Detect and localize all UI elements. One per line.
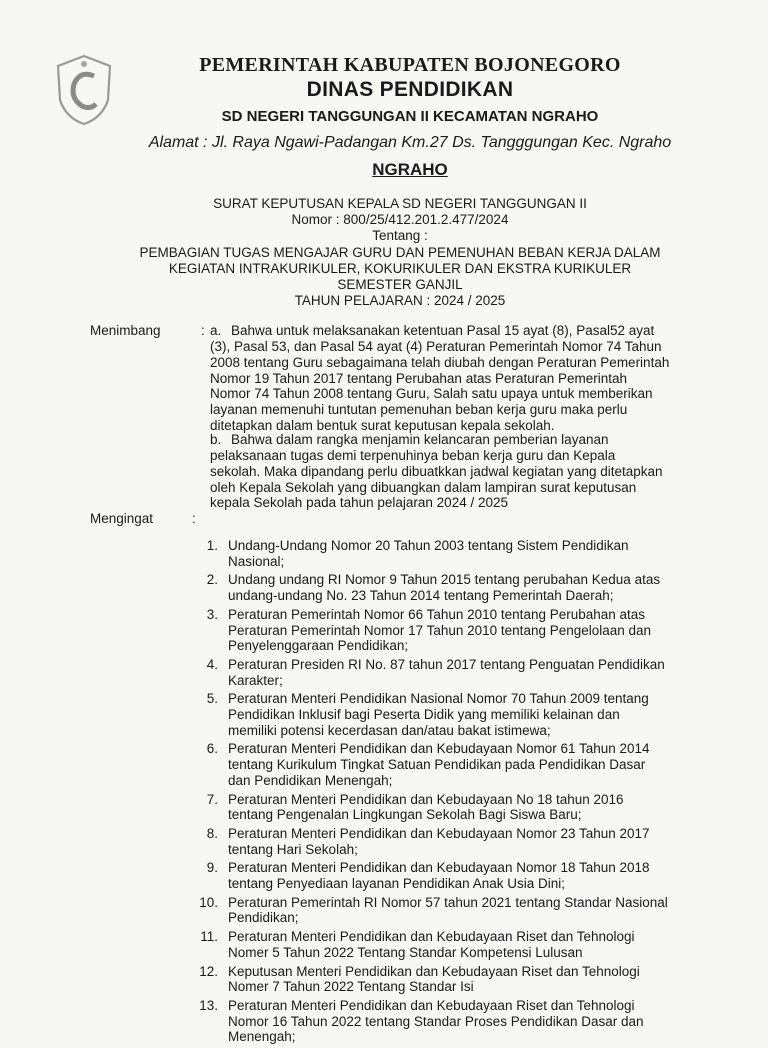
paragraph-line: Nomor 19 Tahun 2017 tentang Perubahan atas Peraturan Pemerintah xyxy=(210,370,628,386)
item-number: 10. xyxy=(199,894,218,910)
item-text xyxy=(228,998,701,1045)
item-line: tentang Hari Sekolah; xyxy=(228,841,358,857)
item-number: 7. xyxy=(206,791,218,807)
decree-title-block xyxy=(100,196,700,309)
legal-basis-item xyxy=(196,572,701,603)
decree-semester: SEMESTER GANJIL xyxy=(337,277,463,293)
item-text xyxy=(228,741,701,788)
item-line: tentang Penyediaan layanan Pendidikan Anak Usia Dini; xyxy=(228,876,565,892)
item-line: Nasional; xyxy=(228,553,285,569)
legal-basis-item xyxy=(196,929,701,960)
item-line: Peraturan Presiden RI No. 87 tahun 2017 tentang Penguatan Pendidikan xyxy=(228,656,665,672)
menimbang-colon: : xyxy=(201,323,205,338)
decree-title: SURAT KEPUTUSAN KEPALA SD NEGERI TANGGUNGAN II xyxy=(213,196,587,211)
item-text xyxy=(228,607,701,654)
item-line: Peraturan Pemerintah Nomor 17 Tahun 2010 tentang Pengelolaan dan xyxy=(228,622,652,638)
item-text xyxy=(228,929,701,960)
item-line: Peraturan Menteri Pendidikan Nasional Nomor 70 Tahun 2009 tentang xyxy=(228,691,649,707)
item-text xyxy=(228,860,701,891)
item-line: Peraturan Pemerintah RI Nomor 57 tahun 2021 tentang Standar Nasional xyxy=(228,894,668,910)
department-heading: DINAS PENDIDIKAN xyxy=(306,78,514,101)
legal-basis-item xyxy=(196,964,701,995)
legal-basis-item xyxy=(196,741,701,788)
school-heading: SD NEGERI TANGGUNGAN II KECAMATAN NGRAHO xyxy=(221,108,599,125)
menimbang-a-first-line xyxy=(231,323,697,339)
item-text xyxy=(228,657,701,688)
item-number: 8. xyxy=(206,825,218,841)
item-line: Peraturan Menteri Pendidikan dan Kebudayaan Nomor 18 Tahun 2018 xyxy=(228,860,650,876)
paragraph-line: ditetapkan dalam bentuk surat keputusan kepala sekolah. xyxy=(210,417,555,433)
school-address: Alamat : Jl. Raya Ngawi-Padangan Km.27 Ds. Tangggungan Kec. Ngraho xyxy=(148,134,672,151)
item-number: 3. xyxy=(206,606,218,622)
item-text xyxy=(228,826,701,857)
item-line: Nomor 16 Tahun 2022 tentang Standar Proses Pendidikan Dasar dan xyxy=(228,1013,644,1029)
paragraph-line: kepala Sekolah pada tahun pelajaran 2024 / 2025 xyxy=(210,495,508,511)
legal-basis-item xyxy=(196,998,701,1045)
item-line: dan Pendidikan Menengah; xyxy=(228,772,393,788)
menimbang-label: Menimbang xyxy=(90,323,161,338)
mengingat-colon: : xyxy=(192,511,196,526)
item-line: Karakter; xyxy=(228,672,283,688)
legal-basis-item xyxy=(196,657,701,688)
legal-basis-list xyxy=(196,538,701,1048)
legal-basis-item xyxy=(196,895,701,926)
menimbang-b-marker: b. xyxy=(210,432,222,447)
item-line: Keputusan Menteri Pendidikan dan Kebudayaan Riset dan Tehnologi xyxy=(228,963,640,979)
item-line: Pendidikan; xyxy=(228,910,299,926)
item-number: 5. xyxy=(206,691,218,707)
item-line: Nomer 5 Tahun 2022 Tentang Standar Kompetensi Lulusan xyxy=(228,944,583,960)
legal-basis-item xyxy=(196,538,701,569)
item-line: tentang Kurikulum Tingkat Satuan Pendidikan pada Pendidikan Dasar xyxy=(228,757,646,773)
item-number: 13. xyxy=(199,997,218,1013)
legal-basis-item xyxy=(196,860,701,891)
item-text xyxy=(228,538,701,569)
city-heading: NGRAHO xyxy=(372,160,448,179)
item-number: 2. xyxy=(206,572,218,588)
item-number: 12. xyxy=(199,963,218,979)
item-line: undang-undang No. 23 Tahun 2014 tentang Pemerintah Daerah; xyxy=(228,588,614,604)
menimbang-b-text xyxy=(210,448,697,511)
legal-basis-item xyxy=(196,826,701,857)
item-text xyxy=(228,792,701,823)
legal-basis-item xyxy=(196,792,701,823)
item-text xyxy=(228,895,701,926)
item-line: memiliki potensi kecerdasan dan/atau bakat istimewa; xyxy=(228,722,551,738)
menimbang-a-marker: a. xyxy=(210,323,222,338)
legal-basis-item xyxy=(196,607,701,654)
mengingat-label: Mengingat xyxy=(90,511,154,526)
paragraph-line: 2008 tentang Guru sebagaimana telah diubah dengan Peraturan Pemerintah xyxy=(210,354,670,370)
item-line: Nomer 7 Tahun 2022 Tentang Standar Isi xyxy=(228,979,474,995)
item-line: Peraturan Menteri Pendidikan dan Kebudayaan Riset dan Tehnologi xyxy=(228,997,635,1013)
item-line: Menengah; xyxy=(228,1029,296,1045)
decree-academic-year: TAHUN PELAJARAN : 2024 / 2025 xyxy=(294,293,506,309)
item-line: tentang Pengenalan Lingkungan Sekolah Bagi Siswa Baru; xyxy=(228,807,582,823)
government-heading: PEMERINTAH KABUPATEN BOJONEGORO xyxy=(199,54,621,76)
item-text xyxy=(228,691,701,738)
paragraph-line: sekolah. Maka dipandang perlu dibuatkkan jadwal kegiatan yang ditetapkan xyxy=(210,463,663,479)
item-line: Peraturan Pemerintah Nomor 66 Tahun 2010 tentang Perubahan atas xyxy=(228,606,646,622)
decree-subject-line: KEGIATAN INTRAKURIKULER, KOKURIKULER DAN EKSTRA KURIKULER xyxy=(168,260,632,276)
paragraph-line: layanan memenuhi tuntutan pemenuhan beban kerja guru maka perlu xyxy=(210,402,628,418)
decree-subject-line: PEMBAGIAN TUGAS MENGAJAR GURU DAN PEMENUHAN BEBAN KERJA DALAM xyxy=(139,244,661,260)
paragraph-line: Nomor 74 Tahun 2008 tentang Guru, Salah satu upaya untuk memberikan xyxy=(210,386,653,402)
item-line: Peraturan Menteri Pendidikan dan Kebudayaan No 18 tahun 2016 xyxy=(228,791,624,807)
paragraph-line: pelaksanaan tugas demi terpenuhinya beban kerja guru dan Kepala xyxy=(210,448,616,463)
item-line: Peraturan Menteri Pendidikan dan Kebudayaan Nomor 23 Tahun 2017 xyxy=(228,825,650,841)
item-number: 1. xyxy=(206,538,218,553)
item-text xyxy=(228,964,701,995)
decree-number: Nomor : 800/25/412.201.2.477/2024 xyxy=(291,212,509,228)
decree-about-label: Tentang : xyxy=(372,228,428,244)
item-number: 6. xyxy=(206,741,218,757)
item-line: Pendidikan Inklusif bagi Peserta Didik yang memiliki kelainan dan xyxy=(228,707,620,723)
menimbang-b-first-line xyxy=(231,432,697,448)
item-number: 9. xyxy=(206,860,218,876)
bojonegoro-emblem-icon xyxy=(52,52,116,128)
item-line: Undang-Undang Nomor 20 Tahun 2003 tentang Sistem Pendidikan xyxy=(228,538,629,553)
item-line: Undang undang RI Nomor 9 Tahun 2015 tentang perubahan Kedua atas xyxy=(228,572,661,588)
item-number: 4. xyxy=(206,656,218,672)
paragraph-line: Bahwa untuk melaksanakan ketentuan Pasal 15 ayat (8), Pasal52 ayat xyxy=(231,323,655,338)
item-line: Penyelenggaraan Pendidikan; xyxy=(228,638,409,654)
menimbang-a-text xyxy=(210,339,697,434)
paragraph-line: oleh Kepala Sekolah yang dibuangkan dalam lampiran surat keputusan xyxy=(210,479,637,495)
item-line: Peraturan Menteri Pendidikan dan Kebudayaan Riset dan Tehnologi xyxy=(228,929,635,945)
item-line: Peraturan Menteri Pendidikan dan Kebudayaan Nomor 61 Tahun 2014 xyxy=(228,741,650,757)
paragraph-line: Bahwa dalam rangka menjamin kelancaran pemberian layanan xyxy=(231,432,609,447)
item-text xyxy=(228,572,701,603)
item-number: 11. xyxy=(200,929,218,945)
paragraph-line: (3), Pasal 53, dan Pasal 54 ayat (4) Peraturan Pemerintah Nomor 74 Tahun xyxy=(210,339,662,354)
legal-basis-item xyxy=(196,691,701,738)
